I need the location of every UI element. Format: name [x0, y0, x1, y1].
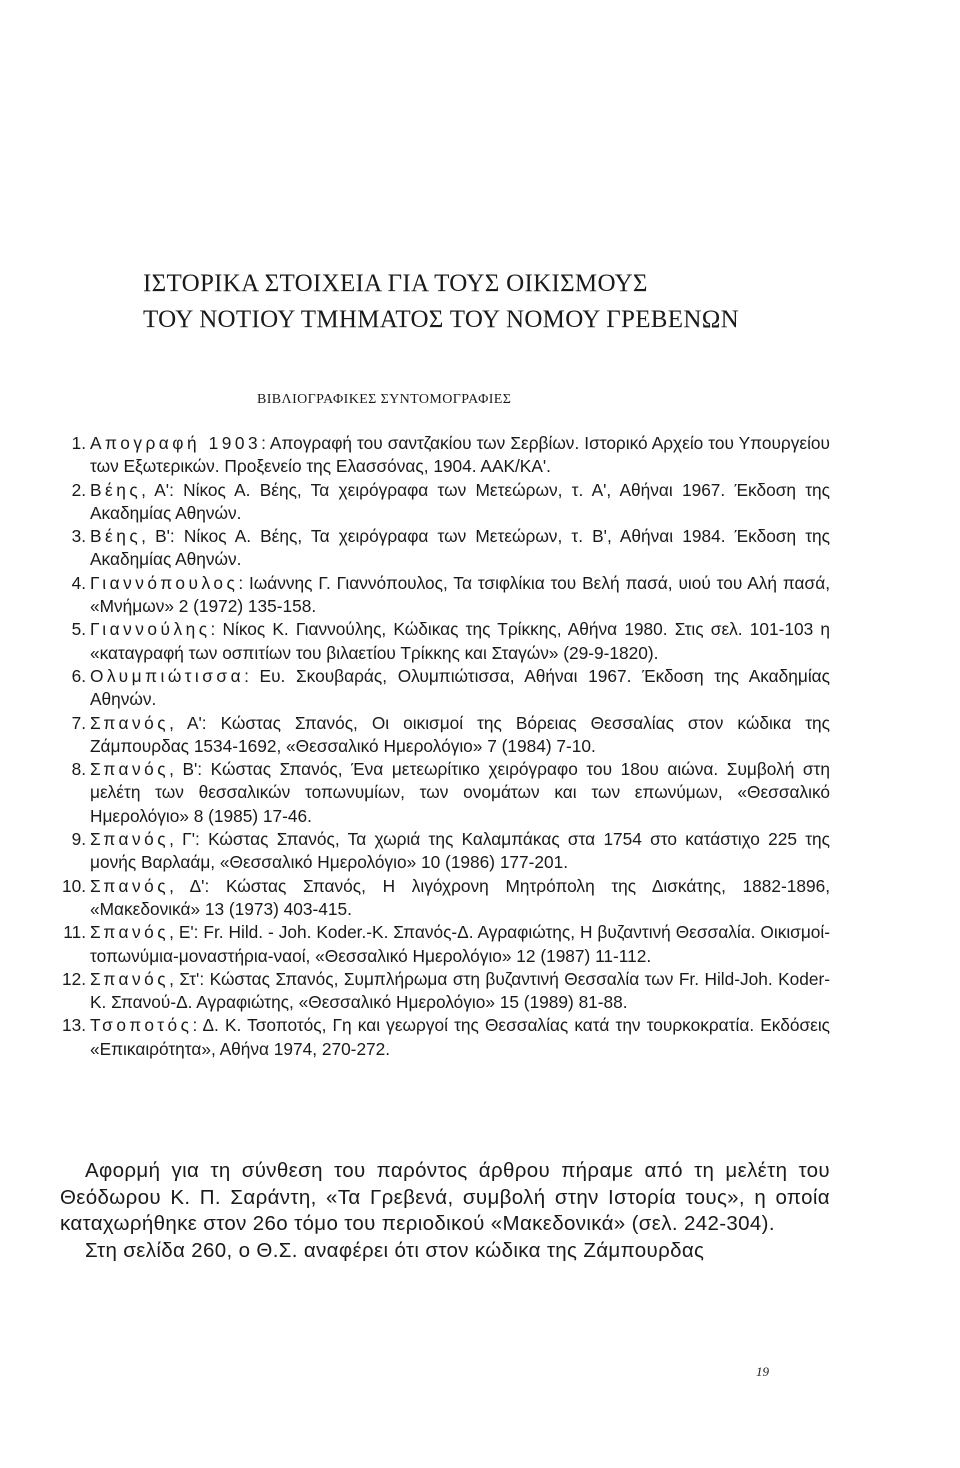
reference-number: 13.	[61, 1015, 86, 1036]
reference-number: 12.	[61, 968, 86, 989]
reference-item	[60, 921, 830, 968]
reference-number: 5.	[71, 619, 86, 640]
reference-text: : Ευ. Σκουβαράς, Ολυμπιώτισσα, Αθήναι 1967. Έκδοση της Ακαδημίας Αθηνών.	[90, 665, 830, 710]
reference-key: Ολυμπιώτισσα	[90, 665, 245, 686]
reference-number: 2.	[71, 479, 86, 500]
reference-list	[60, 432, 830, 1061]
reference-number: 6.	[71, 665, 86, 686]
page-number: 19	[756, 1364, 769, 1379]
reference-text: : Νίκος Κ. Γιαννούλης, Κώδικας της Τρίκκης, Αθήνα 1980. Στις σελ. 101-103 η «καταγραφή των οσπιτίων του βιλαετίου Τρίκκης και Σταγών» (29-9-1820).	[90, 619, 830, 663]
subtitle-text: ΒΙΒΛΙΟΓΡΑΦΙΚΕΣ ΣΥΝΤΟΜΟΓΡΑΦΙΕΣ	[257, 392, 512, 407]
reference-text: , Β': Κώστας Σπανός, Ένα μετεωρίτικο χειρόγραφο του 18ου αιώνα. Συμβολή στη μελέτη των θεσσαλικών τοπωνυμίων, των ονομάτων και των επωνύμων, «Θεσσαλικό Ημερολόγιο» 8 (1985) 17-46.	[90, 759, 830, 826]
reference-item	[60, 618, 830, 665]
reference-number: 1.	[71, 433, 86, 453]
reference-text: : Απογραφή του σαντζακίου των Σερβίων. Ιστορικό Αρχείο του Υπουργείου των Εξωτερικών. Προξενείο της Ελασσόνας, 1904. ΑΑΚ/ΚΑ'.	[90, 433, 830, 477]
reference-text: , Α': Νίκος Α. Βέης, Τα χειρόγραφα των Μετεώρων, τ. Α', Αθήναι 1967. Έκδοση της Ακαδημίας Αθηνών.	[90, 479, 830, 523]
reference-item	[60, 525, 830, 572]
reference-number: 10.	[61, 875, 86, 896]
reference-item	[60, 665, 830, 712]
reference-text: : Δ. Κ. Τσοποτός, Γη και γεωργοί της Θεσσαλίας κατά την τουρκοκρατία. Εκδόσεις «Επικαιρότητα», Αθήνα 1974, 270-272.	[90, 1015, 830, 1059]
reference-key: Σπανός	[90, 922, 170, 943]
reference-text: , Α': Κώστας Σπανός, Οι οικισμοί της Βόρειας Θεσσαλίας στον κώδικα της Ζάμπουρδας 1534-1692, «Θεσσαλικό Ημερολόγιο» 7 (1984) 7-10.	[90, 712, 830, 756]
reference-number: 3.	[71, 526, 86, 547]
reference-text: , Β': Νίκος Α. Βέης, Τα χειρόγραφα των Μετεώρων, τ. Β', Αθήναι 1984. Έκδοση της Ακαδημίας Αθηνών.	[90, 526, 830, 570]
title-line-1: ΙΣΤΟΡΙΚΑ ΣΤΟΙΧΕΙΑ ΓΙΑ ΤΟΥΣ ΟΙΚΙΣΜΟΥΣ	[143, 270, 648, 297]
reference-number: 4.	[71, 572, 86, 593]
reference-key: Σπανός	[90, 759, 170, 780]
reference-key: Γιαννόπουλος	[90, 572, 239, 593]
section-subtitle	[0, 392, 960, 408]
closing-paragraph-2: Στη σελίδα 260, ο Θ.Σ. αναφέρει ότι στον κώδικα της Ζάμπουρδας	[85, 1238, 705, 1262]
reference-key: Σπανός	[90, 712, 170, 733]
reference-key: Βέης	[90, 526, 142, 547]
reference-key: Σπανός	[90, 829, 170, 850]
closing-paragraph-1: Αφορμή για τη σύνθεση του παρόντος άρθρου πήραμε από τη μελέτη του Θεόδωρου Κ. Π. Σαράντη, «Τα Γρεβενά, συμβολή στην Ιστορία τους», η οποία καταχωρήθηκε στον 26ο τόμο του περιοδικού «Μακεδονικά» (σελ. 242-304).	[60, 1159, 830, 1236]
reference-item	[60, 432, 830, 479]
reference-item	[60, 758, 830, 828]
reference-text: , Δ': Κώστας Σπανός, Η λιγόχρονη Μητρόπολη της Δισκάτης, 1882-1896, «Μακεδονικά» 13 (1973) 403-415.	[90, 875, 830, 919]
reference-key: Τσοποτός	[90, 1015, 193, 1036]
reference-item	[60, 968, 830, 1015]
reference-text: , Ε': Fr. Hild. - Joh. Koder.-Κ. Σπανός-Δ. Αγραφιώτης, Η βυζαντινή Θεσσαλία. Οικισμοί-τοπωνύμια-μοναστήρια-ναοί, «Θεσσαλικό Ημερολόγιο» 12 (1987) 11-112.	[90, 922, 830, 966]
reference-item	[60, 572, 830, 619]
reference-number: 9.	[71, 829, 86, 850]
document-title	[143, 266, 823, 338]
reference-item	[60, 712, 830, 759]
reference-key: Σπανός	[90, 968, 170, 989]
reference-text: : Ιωάννης Γ. Γιαννόπουλος, Τα τσιφλίκια του Βελή πασά, υιού του Αλή πασά, «Μνήμων» 2 (1972) 135-158.	[90, 572, 830, 617]
reference-text: , Γ': Κώστας Σπανός, Τα χωριά της Καλαμπάκας στα 1754 στο κατάστιχο 225 της μονής Βαρλαάμ, «Θεσσαλικό Ημερολόγιο» 10 (1986) 177-201.	[90, 829, 830, 873]
title-line-2: ΤΟΥ ΝΟΤΙΟΥ ΤΜΗΜΑΤΟΣ ΤΟΥ ΝΟΜΟΥ ΓΡΕΒΕΝΩΝ	[143, 306, 739, 333]
reference-number: 11.	[63, 922, 86, 943]
reference-key: Απογραφή 1903	[90, 433, 262, 453]
closing-text	[60, 1158, 830, 1264]
reference-key: Βέης	[90, 479, 142, 500]
reference-key: Γιαννούλης	[90, 619, 211, 640]
reference-item	[60, 875, 830, 922]
reference-number: 8.	[71, 759, 86, 780]
reference-item	[60, 1014, 830, 1061]
reference-number: 7.	[71, 712, 86, 733]
reference-item	[60, 828, 830, 875]
reference-item	[60, 479, 830, 526]
reference-key: Σπανός	[90, 875, 170, 896]
reference-text: , Στ': Κώστας Σπανός, Συμπλήρωμα στη βυζαντινή Θεσσαλία των Fr. Hild-Joh. Koder-Κ. Σπανού-Δ. Αγραφιώτης, «Θεσσαλικό Ημερολόγιο» 15 (1989) 81-88.	[90, 968, 830, 1013]
